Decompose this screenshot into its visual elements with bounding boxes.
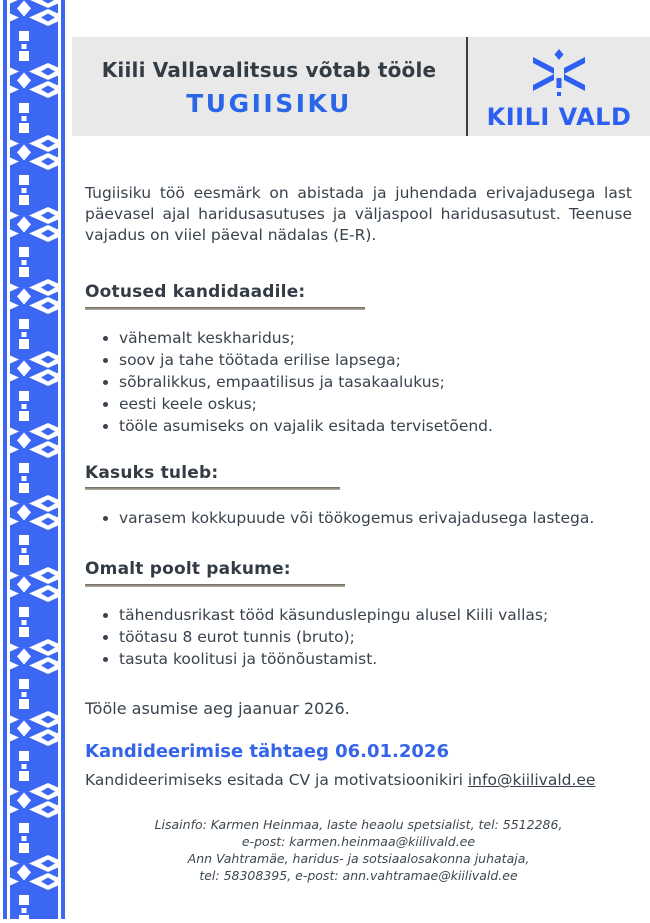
info-line: tel: 58308395, e-post: ann.vahtramae@kiilivald.ee [199,868,518,883]
municipality-logo [468,37,650,136]
dragonfly-icon [527,48,591,100]
list-item: • tööle asumiseks on vajalik esitada tervisetõend. [119,415,632,437]
intro-paragraph: Tugiisiku töö eesmärk on abistada ja juhendada erivajadusega last päevasel ajal haridusasutuses ja väljaspool haridusasutust. Teenuse vajadus on viiel päeval nädalas (E-R). [85,184,632,244]
heading-rule [85,307,365,310]
header-band [72,37,650,136]
info-line: Ann Vahtramäe, haridus- ja sotsiaalosakonna juhataja, [187,851,530,866]
list-item: • tasuta koolitusi ja töönõustamist. [119,648,632,670]
list-item: • varasem kokkupuude või töökogemus erivajadusega lastega. [119,507,632,529]
list-item: • tähendusrikast tööd käsunduslepingu alusel Kiili vallas; [119,604,632,626]
offer-list [85,604,632,670]
contact-email-link[interactable]: info@kiilivald.ee [467,771,596,789]
additional-info [85,816,632,884]
info-line: e-post: karmen.heinmaa@kiilivald.ee [241,834,476,849]
list-item: • soov ja tahe töötada erilise lapsega; [119,349,632,371]
apply-instructions [85,771,632,789]
list-item: • töötasu 8 eurot tunnis (bruto); [119,626,632,648]
list-item: • vähemalt keskharidus; [119,327,632,349]
logo-wordmark: KIILI VALD [486,103,632,131]
section-heading-advantage: Kasuks tuleb: [85,463,219,483]
expectations-list [85,327,632,437]
start-date-line: Tööle asumise aeg jaanuar 2026. [85,699,350,718]
apply-instructions-text: Kandideerimiseks esitada CV ja motivatsioonikiri [85,771,468,789]
employer-title: Kiili Vallavalitsus võtab tööle [101,57,437,82]
advert-body [85,183,632,884]
position-title: TUGIISIKU [186,88,352,118]
heading-rule [85,584,345,587]
heading-rule [85,487,340,490]
header-titles [72,37,466,136]
list-item: • eesti keele oskus; [119,393,632,415]
list-item: • sõbralikkus, empaatilisus ja tasakaalukus; [119,371,632,393]
application-deadline: Kandideerimise tähtaeg 06.01.2026 [85,741,449,762]
section-heading-offer: Omalt poolt pakume: [85,559,291,579]
section-heading-expectations: Ootused kandidaadile: [85,282,306,302]
info-line: Lisainfo: Karmen Heinmaa, laste heaolu spetsialist, tel: 5512286, [154,817,563,832]
folk-pattern-icon [0,0,68,919]
folk-pattern-border [0,0,68,919]
advantage-list [85,507,632,529]
